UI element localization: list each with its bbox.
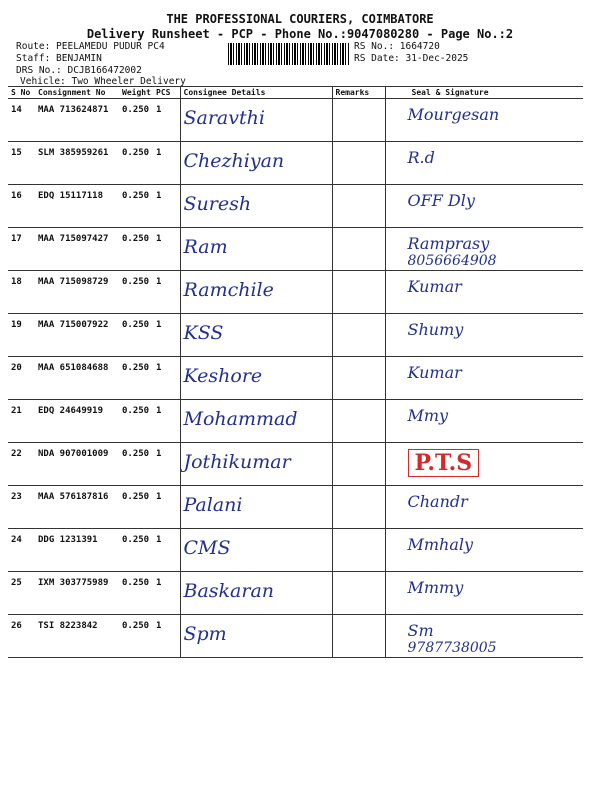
row-weight: 0.250	[119, 142, 153, 185]
route-label: Route: PEELAMEDU PUDUR PC4	[16, 41, 165, 52]
phone-handwriting: 9787738005	[407, 640, 497, 656]
row-remarks	[332, 185, 385, 228]
table-row	[8, 615, 583, 658]
table-row	[8, 185, 583, 228]
table-row	[8, 400, 583, 443]
col-remarks: Remarks	[332, 87, 385, 99]
table-row	[8, 228, 583, 271]
runsheet-table	[8, 86, 583, 658]
row-consignment-no: NDA 907001009	[35, 443, 119, 486]
barcode-image	[228, 43, 350, 65]
signature-handwriting: R.d	[407, 148, 435, 167]
signature-handwriting: Kumar	[407, 363, 462, 382]
row-sno: 17	[8, 228, 35, 271]
row-weight: 0.250	[119, 99, 153, 142]
col-pcs: PCS	[153, 87, 180, 99]
row-pcs: 1	[153, 185, 180, 228]
row-signature-cell	[385, 443, 583, 486]
signature-handwriting: Chandr	[407, 492, 468, 511]
row-signature-cell	[385, 271, 583, 314]
row-consignment-no: EDQ 24649919	[35, 400, 119, 443]
row-consignee-cell	[180, 142, 332, 185]
row-weight: 0.250	[119, 357, 153, 400]
row-signature-cell	[385, 228, 583, 271]
consignee-handwriting: Jothikumar	[183, 451, 291, 473]
row-sno: 15	[8, 142, 35, 185]
row-consignment-no: TSI 8223842	[35, 615, 119, 658]
row-signature-cell	[385, 314, 583, 357]
row-signature-cell	[385, 572, 583, 615]
row-pcs: 1	[153, 572, 180, 615]
row-consignment-no: IXM 303775989	[35, 572, 119, 615]
rs-no-label: RS No.: 1664720	[354, 41, 440, 52]
consignee-handwriting: Ram	[183, 236, 228, 258]
row-sno: 18	[8, 271, 35, 314]
company-title: THE PROFESSIONAL COURIERS, COIMBATORE	[166, 12, 434, 26]
row-remarks	[332, 529, 385, 572]
row-signature-cell	[385, 615, 583, 658]
row-consignee-cell	[180, 443, 332, 486]
table-row	[8, 357, 583, 400]
row-consignment-no: MAA 715097427	[35, 228, 119, 271]
col-weight: Weight	[119, 87, 153, 99]
table-row	[8, 572, 583, 615]
signature-handwriting: Mmmy	[407, 578, 464, 597]
row-sno: 23	[8, 486, 35, 529]
row-pcs: 1	[153, 486, 180, 529]
row-signature-cell	[385, 99, 583, 142]
col-consignment: Consignment No	[35, 87, 119, 99]
row-consignee-cell	[180, 400, 332, 443]
consignee-handwriting: Suresh	[183, 193, 252, 215]
signature-handwriting: Ramprasy	[407, 234, 490, 253]
row-weight: 0.250	[119, 314, 153, 357]
signature-handwriting: Mmy	[407, 406, 449, 425]
consignee-handwriting: Chezhiyan	[183, 150, 285, 172]
row-pcs: 1	[153, 314, 180, 357]
row-signature-cell	[385, 529, 583, 572]
rs-date-label: RS Date: 31-Dec-2025	[354, 53, 469, 64]
row-consignment-no: MAA 715007922	[35, 314, 119, 357]
drs-label: DRS No.: DCJB166472002	[16, 65, 142, 76]
row-consignee-cell	[180, 615, 332, 658]
signature-handwriting: Sm	[407, 621, 434, 640]
row-consignment-no: MAA 715098729	[35, 271, 119, 314]
row-weight: 0.250	[119, 529, 153, 572]
row-pcs: 1	[153, 443, 180, 486]
row-pcs: 1	[153, 99, 180, 142]
consignee-handwriting: CMS	[183, 537, 231, 559]
row-remarks	[332, 572, 385, 615]
row-pcs: 1	[153, 142, 180, 185]
consignee-handwriting: Spm	[183, 623, 227, 645]
consignee-handwriting: Palani	[183, 494, 243, 516]
row-consignment-no: MAA 713624871	[35, 99, 119, 142]
vehicle-label: Vehicle: Two Wheeler Delivery	[20, 76, 186, 87]
row-remarks	[332, 486, 385, 529]
row-sno: 21	[8, 400, 35, 443]
row-remarks	[332, 400, 385, 443]
signature-handwriting: Mourgesan	[407, 105, 500, 124]
row-remarks	[332, 271, 385, 314]
table-row	[8, 529, 583, 572]
signature-handwriting: Shumy	[407, 320, 464, 339]
row-weight: 0.250	[119, 228, 153, 271]
row-consignee-cell	[180, 357, 332, 400]
signature-handwriting: Kumar	[407, 277, 462, 296]
row-pcs: 1	[153, 228, 180, 271]
row-signature-cell	[385, 486, 583, 529]
row-consignment-no: SLM 385959261	[35, 142, 119, 185]
row-pcs: 1	[153, 400, 180, 443]
phone-handwriting: 8056664908	[407, 253, 497, 269]
row-pcs: 1	[153, 271, 180, 314]
col-sno: S No	[8, 87, 35, 99]
row-remarks	[332, 314, 385, 357]
row-consignee-cell	[180, 572, 332, 615]
row-sno: 19	[8, 314, 35, 357]
row-sno: 16	[8, 185, 35, 228]
row-sno: 25	[8, 572, 35, 615]
row-pcs: 1	[153, 615, 180, 658]
row-weight: 0.250	[119, 443, 153, 486]
row-sno: 26	[8, 615, 35, 658]
row-remarks	[332, 228, 385, 271]
table-row	[8, 142, 583, 185]
row-weight: 0.250	[119, 271, 153, 314]
table-row	[8, 486, 583, 529]
col-signature: Seal & Signature	[385, 87, 583, 99]
runsheet-subtitle: Delivery Runsheet - PCP - Phone No.:9047080280 - Page No.:2	[86, 27, 514, 41]
table-row	[8, 99, 583, 142]
consignee-handwriting: Saravthi	[183, 107, 265, 129]
row-sno: 14	[8, 99, 35, 142]
row-consignment-no: EDQ 15117118	[35, 185, 119, 228]
row-sno: 20	[8, 357, 35, 400]
row-consignment-no: MAA 651084688	[35, 357, 119, 400]
row-remarks	[332, 615, 385, 658]
row-sno: 24	[8, 529, 35, 572]
stamp-mark: P.T.S	[408, 449, 480, 477]
signature-handwriting: Mmhaly	[407, 535, 474, 554]
row-weight: 0.250	[119, 572, 153, 615]
row-consignee-cell	[180, 529, 332, 572]
consignee-handwriting: Baskaran	[183, 580, 275, 602]
consignee-handwriting: Keshore	[183, 365, 263, 387]
table-row	[8, 314, 583, 357]
row-remarks	[332, 357, 385, 400]
table-row	[8, 271, 583, 314]
row-signature-cell	[385, 357, 583, 400]
row-consignee-cell	[180, 228, 332, 271]
row-weight: 0.250	[119, 615, 153, 658]
consignee-handwriting: Mohammad	[183, 408, 298, 430]
table-body	[8, 99, 583, 658]
row-consignment-no: MAA 576187816	[35, 486, 119, 529]
signature-handwriting: OFF Dly	[407, 191, 475, 210]
row-pcs: 1	[153, 357, 180, 400]
row-consignee-cell	[180, 486, 332, 529]
row-signature-cell	[385, 400, 583, 443]
consignee-handwriting: Ramchile	[183, 279, 274, 301]
row-weight: 0.250	[119, 185, 153, 228]
row-weight: 0.250	[119, 486, 153, 529]
row-pcs: 1	[153, 529, 180, 572]
row-consignee-cell	[180, 314, 332, 357]
row-signature-cell	[385, 142, 583, 185]
row-remarks	[332, 142, 385, 185]
staff-label: Staff: BENJAMIN	[16, 53, 102, 64]
row-remarks	[332, 99, 385, 142]
row-signature-cell	[385, 185, 583, 228]
row-consignee-cell	[180, 185, 332, 228]
col-consignee: Consignee Details	[180, 87, 332, 99]
consignee-handwriting: KSS	[183, 322, 224, 344]
row-sno: 22	[8, 443, 35, 486]
row-remarks	[332, 443, 385, 486]
row-consignment-no: DDG 1231391	[35, 529, 119, 572]
row-consignee-cell	[180, 271, 332, 314]
table-header	[8, 87, 583, 99]
row-weight: 0.250	[119, 400, 153, 443]
table-row	[8, 443, 583, 486]
row-consignee-cell	[180, 99, 332, 142]
